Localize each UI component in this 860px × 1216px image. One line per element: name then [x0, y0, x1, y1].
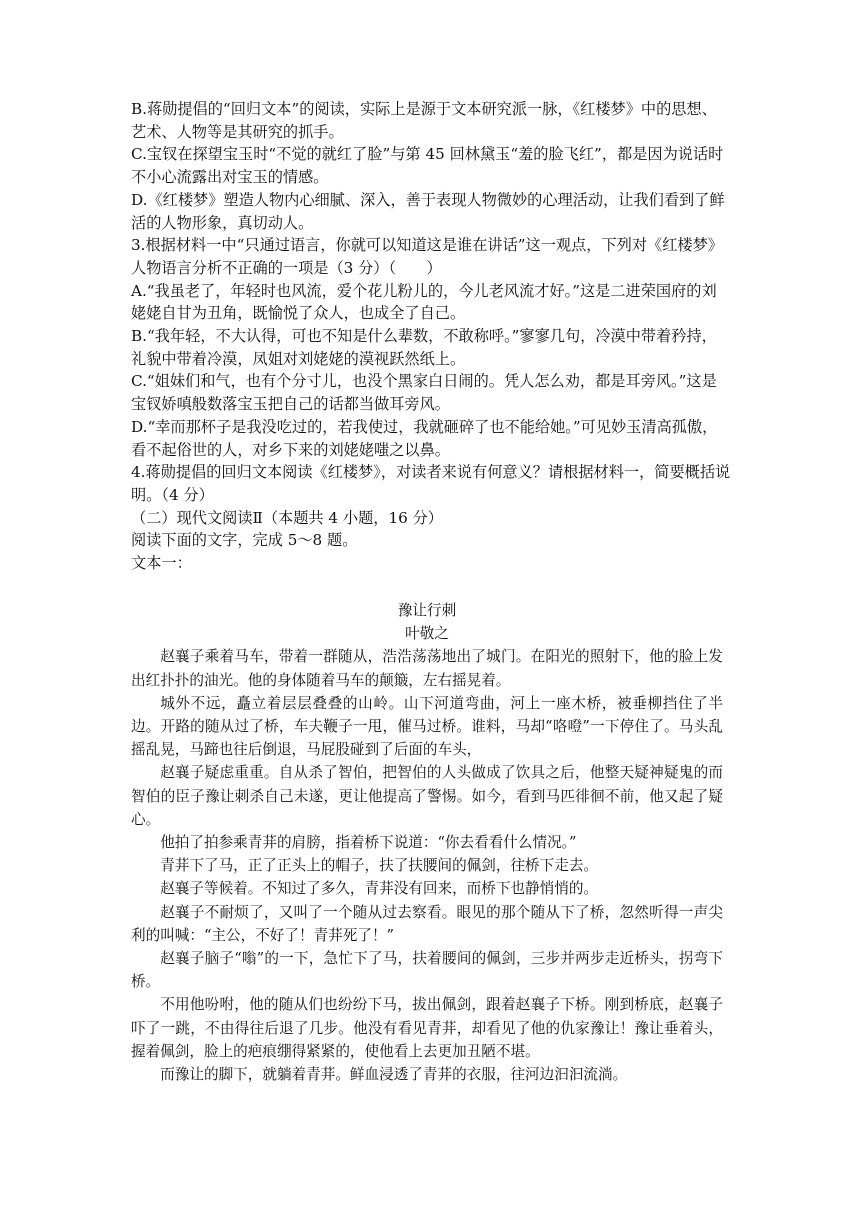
- question-3-option-b: B.“我年轻，不大认得，可也不知是什么辈数，不敢称呼。”寥寥几句，冷漠中带着矜持，礼貌中带着冷漠，凤姐对刘姥姥的漠视跃然纸上。: [131, 327, 717, 368]
- story-author: 叶敬之: [405, 625, 449, 643]
- story-paragraph: 赵襄子脑子“嗡”的一下，急忙下了马，扶着腰间的佩剑，三步并两步走近桥头，拐弯下桥。: [131, 950, 723, 991]
- option-d-text: D.《红楼梦》塑造人物内心细腻、深入，善于表现人物微妙的心理活动，让我们看到了鲜活的人物形象，真切动人。: [131, 190, 725, 232]
- story-paragraph: 赵襄子疑虑重重。自从杀了智伯，把智伯的人头做成了饮具之后，他整天疑神疑鬼的而智伯的臣子豫让刺杀自己未遂，更让他提高了警惕。如今，看到马匹徘徊不前，他又起了疑心。: [131, 764, 723, 828]
- story-paragraph: 赵襄子等候着。不知过了多久，青荓没有回来，而桥下也静悄悄的。: [160, 880, 599, 898]
- story-paragraph: 赵襄子乘着马车，带着一群随从，浩浩荡荡地出了城门。在阳光的照射下，他的脸上发出红扑扑的油光。他的身体随着马车的颠簸，左右摇晃着。: [131, 648, 723, 689]
- story-title: 豫让行刺: [397, 602, 457, 619]
- question-3-option-c: C.“姐妹们和气，也有个分寸儿，也没个黑家白日闹的。凭人怎么劝，都是耳旁风。”这是宝钗娇嗔般数落宝玉把自己的话都当做耳旁风。: [131, 372, 717, 414]
- question-4-stem: 4.蒋勋提倡的回归文本阅读《红楼梦》，对读者来说有何意义？请根据材料一，简要概括说明。（4 分）: [131, 463, 731, 504]
- story-paragraph: 赵襄子不耐烦了，又叫了一个随从过去察看。眼见的那个随从下了桥，忽然听得一声尖利的叫喊：“主公，不好了！青荓死了！”: [131, 903, 723, 944]
- story-paragraph: 而豫让的脚下，就躺着青荓。鲜血浸透了青荓的衣服，往河边汩汩流淌。: [160, 1066, 628, 1084]
- option-b-text: B.蒋勋提倡的“回归文本”的阅读，实际上是源于文本研究派一脉，《红楼梦》中的思想、艺术、人物等是其研究的抓手。: [131, 100, 717, 141]
- question-3-stem: 3.根据材料一中“只通过语言，你就可以知道这是谁在讲话”这一观点，下列对《红楼梦》人物语言分析不正确的一项是（3 分）（ ）: [131, 236, 723, 277]
- story-paragraph: 他拍了拍参乘青荓的肩膀，指着桥下说道：“你去看看什么情况。”: [160, 834, 577, 852]
- section-heading: （二）现代文阅读Ⅱ（本题共 4 小题，16 分）: [131, 508, 443, 527]
- question-3-option-d: D.“幸而那杯子是我没吃过的，若我使过，我就砸碎了也不能给她。”可见妙玉清高孤傲，看不起俗世的人，对乡下来的刘姥姥嗤之以鼻。: [131, 417, 718, 459]
- option-c-text: C.宝钗在探望宝玉时“不觉的就红了脸”与第 45 回林黛玉“羞的脸飞红”，都是因为说话时不小心流露出对宝玉的情感。: [131, 145, 724, 187]
- reading-instruction: 阅读下面的文字，完成 5～8 题。: [131, 531, 358, 550]
- story-paragraph: 不用他吩咐，他的随从们也纷纷下马，拔出佩剑，跟着赵襄子下桥。刚到桥底，赵襄子吓了一跳，不由得往后退了几步。他没有看见青荓，却看见了他的仇家豫让！豫让垂着头，握着佩剑，脸上的疤痕绷得紧紧的，使他看上去更加丑陋不堪。: [131, 996, 723, 1060]
- story-text: [131, 599, 723, 1086]
- question-section: [131, 98, 731, 575]
- text-one-label: 文本一：: [131, 554, 192, 573]
- story-paragraph: 城外不远，矗立着层层叠叠的山岭。山下河道弯曲，河上一座木桥，被垂柳挡住了半边。开路的随从过了桥，车夫鞭子一甩，催马过桥。谁料，马却“咯噔”一下停住了。马头乱摇乱晃，马蹄也往后倒退，马屁股碰到了后面的车头，: [131, 694, 723, 759]
- question-3-option-a: A.“我虽老了，年轻时也风流，爱个花儿粉儿的，今儿老风流才好。”这是二进荣国府的刘姥姥自甘为丑角，既愉悦了众人，也成全了自己。: [131, 281, 717, 323]
- story-paragraph: 青荓下了马，正了正头上的帽子，扶了扶腰间的佩剑，往桥下走去。: [160, 857, 599, 875]
